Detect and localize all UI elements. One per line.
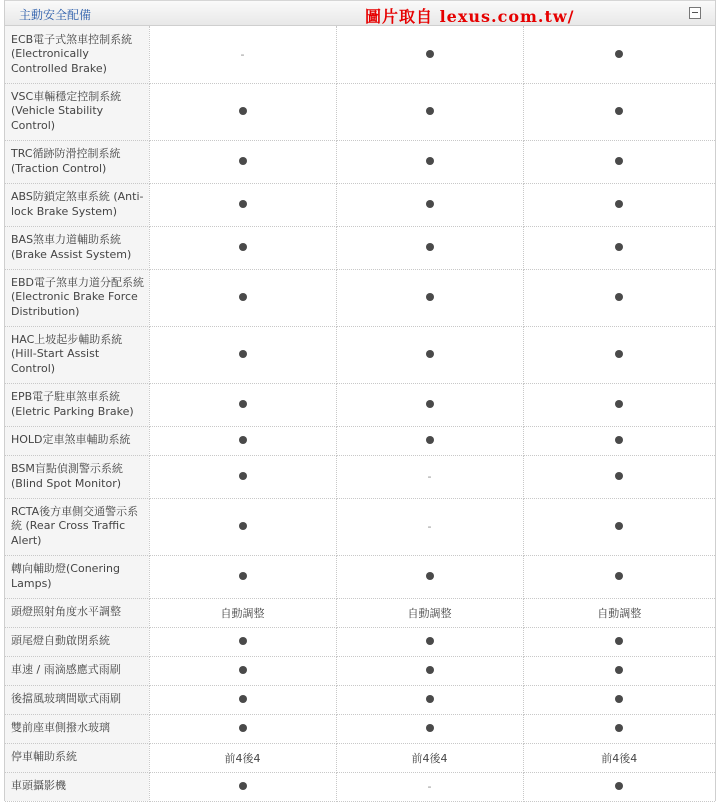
- equipped-dot-icon: [239, 782, 247, 790]
- spec-cell: [149, 326, 336, 383]
- equipped-dot-icon: [426, 724, 434, 732]
- spec-cell: [149, 598, 336, 627]
- not-available-dash: -: [427, 780, 432, 793]
- spec-cell: [336, 269, 523, 326]
- spec-cell: [149, 426, 336, 455]
- spec-cell: [523, 383, 715, 426]
- spec-cell: [149, 140, 336, 183]
- spec-cell: [336, 455, 523, 498]
- spec-cell: [149, 83, 336, 140]
- spec-cell: [149, 627, 336, 656]
- equipped-dot-icon: [615, 436, 623, 444]
- spec-cell: [149, 383, 336, 426]
- equipped-dot-icon: [615, 572, 623, 580]
- equipped-dot-icon: [426, 350, 434, 358]
- table-row: [5, 555, 715, 598]
- spec-cell: [523, 140, 715, 183]
- row-label: TRC循跡防滑控制系統 (Traction Control): [5, 140, 149, 183]
- equipped-dot-icon: [615, 293, 623, 301]
- spec-cell: [149, 555, 336, 598]
- equipped-dot-icon: [426, 695, 434, 703]
- spec-cell: [336, 383, 523, 426]
- spec-cell: [523, 183, 715, 226]
- spec-cell: [336, 83, 523, 140]
- equipped-dot-icon: [239, 157, 247, 165]
- equipped-dot-icon: [239, 350, 247, 358]
- equipped-dot-icon: [615, 522, 623, 530]
- equipped-dot-icon: [426, 293, 434, 301]
- equipped-dot-icon: [239, 436, 247, 444]
- spec-value: 前4後4: [411, 751, 448, 765]
- spec-cell: [149, 656, 336, 685]
- row-label: 頭燈照射角度水平調整: [5, 598, 149, 627]
- row-label: 車速 / 雨滴感應式雨刷: [5, 656, 149, 685]
- spec-cell: [523, 426, 715, 455]
- equipped-dot-icon: [239, 200, 247, 208]
- spec-cell: [336, 555, 523, 598]
- equipped-dot-icon: [615, 695, 623, 703]
- spec-cell: [336, 772, 523, 801]
- equipped-dot-icon: [239, 572, 247, 580]
- equipped-dot-icon: [426, 572, 434, 580]
- row-label: RCTA後方車側交通警示系統 (Rear Cross Traffic Alert): [5, 498, 149, 555]
- spec-cell: [149, 498, 336, 555]
- spec-value: 前4後4: [601, 751, 638, 765]
- table-row: [5, 183, 715, 226]
- not-available-dash: -: [427, 520, 432, 533]
- spec-cell: [149, 685, 336, 714]
- section-title: 主動安全配備: [19, 8, 92, 22]
- table-row: [5, 498, 715, 555]
- equipped-dot-icon: [239, 293, 247, 301]
- table-row: [5, 685, 715, 714]
- equipped-dot-icon: [426, 107, 434, 115]
- spec-value: 自動調整: [407, 606, 452, 620]
- spec-cell: [523, 83, 715, 140]
- table-row: [5, 83, 715, 140]
- table-row: [5, 598, 715, 627]
- spec-value: 自動調整: [220, 606, 265, 620]
- table-row: [5, 743, 715, 772]
- row-label: 雙前座車側撥水玻璃: [5, 714, 149, 743]
- spec-cell: [523, 627, 715, 656]
- table-row: [5, 383, 715, 426]
- spec-cell: [336, 140, 523, 183]
- watermark-text: 圖片取自 lexus.com.tw/: [365, 7, 575, 26]
- spec-cell: [523, 226, 715, 269]
- spec-cell: [149, 772, 336, 801]
- equipped-dot-icon: [426, 200, 434, 208]
- table-row: [5, 326, 715, 383]
- spec-cell: [149, 183, 336, 226]
- spec-cell: [523, 555, 715, 598]
- equipped-dot-icon: [239, 666, 247, 674]
- equipped-dot-icon: [239, 107, 247, 115]
- spec-cell: [149, 714, 336, 743]
- row-label: 後擋風玻璃間歇式雨刷: [5, 685, 149, 714]
- equipped-dot-icon: [426, 637, 434, 645]
- equipped-dot-icon: [615, 200, 623, 208]
- row-label: VSC車輛穩定控制系統 (Vehicle Stability Control): [5, 83, 149, 140]
- row-label: 車頭攝影機: [5, 772, 149, 801]
- table-row: [5, 656, 715, 685]
- equipped-dot-icon: [239, 637, 247, 645]
- spec-cell: [523, 269, 715, 326]
- equipped-dot-icon: [615, 666, 623, 674]
- spec-cell: [149, 26, 336, 83]
- table-row: [5, 426, 715, 455]
- row-label: BAS煞車力道輔助系統 (Brake Assist System): [5, 226, 149, 269]
- row-label: 頭尾燈自動啟閉系統: [5, 627, 149, 656]
- row-label: EPB電子駐車煞車系統 (Eletric Parking Brake): [5, 383, 149, 426]
- table-row: [5, 269, 715, 326]
- equipped-dot-icon: [426, 436, 434, 444]
- equipped-dot-icon: [615, 243, 623, 251]
- spec-cell: [336, 627, 523, 656]
- equipped-dot-icon: [615, 350, 623, 358]
- equipped-dot-icon: [615, 472, 623, 480]
- spec-cell: [523, 326, 715, 383]
- equipped-dot-icon: [426, 400, 434, 408]
- spec-cell: [336, 685, 523, 714]
- section-header[interactable]: [5, 0, 715, 26]
- spec-cell: [523, 598, 715, 627]
- spec-cell: [523, 743, 715, 772]
- equipped-dot-icon: [426, 50, 434, 58]
- equipped-dot-icon: [239, 243, 247, 251]
- spec-cell: [336, 226, 523, 269]
- collapse-icon[interactable]: [689, 7, 701, 19]
- not-available-dash: -: [427, 470, 432, 483]
- spec-table: [5, 26, 715, 802]
- equipped-dot-icon: [615, 637, 623, 645]
- row-label: ECB電子式煞車控制系統 (Electronically Controlled Brake): [5, 26, 149, 83]
- spec-cell: [336, 326, 523, 383]
- table-row: [5, 226, 715, 269]
- table-row: [5, 455, 715, 498]
- equipped-dot-icon: [426, 666, 434, 674]
- equipped-dot-icon: [615, 107, 623, 115]
- spec-cell: [523, 714, 715, 743]
- spec-cell: [523, 26, 715, 83]
- table-row: [5, 26, 715, 83]
- spec-panel: [4, 0, 716, 801]
- equipped-dot-icon: [615, 782, 623, 790]
- equipped-dot-icon: [239, 522, 247, 530]
- row-label: 轉向輔助燈(Conering Lamps): [5, 555, 149, 598]
- spec-cell: [336, 426, 523, 455]
- table-row: [5, 714, 715, 743]
- spec-cell: [336, 498, 523, 555]
- spec-value: 自動調整: [597, 606, 642, 620]
- spec-cell: [523, 455, 715, 498]
- spec-cell: [336, 656, 523, 685]
- equipped-dot-icon: [239, 472, 247, 480]
- spec-cell: [336, 183, 523, 226]
- spec-cell: [336, 714, 523, 743]
- equipped-dot-icon: [615, 50, 623, 58]
- spec-cell: [149, 455, 336, 498]
- spec-cell: [523, 656, 715, 685]
- row-label: HAC上坡起步輔助系統 (Hill-Start Assist Control): [5, 326, 149, 383]
- equipped-dot-icon: [615, 157, 623, 165]
- equipped-dot-icon: [239, 695, 247, 703]
- spec-cell: [523, 772, 715, 801]
- equipped-dot-icon: [426, 157, 434, 165]
- equipped-dot-icon: [615, 724, 623, 732]
- row-label: EBD電子煞車力道分配系統 (Electronic Brake Force Distribution): [5, 269, 149, 326]
- table-row: [5, 140, 715, 183]
- spec-cell: [149, 269, 336, 326]
- spec-cell: [336, 598, 523, 627]
- table-row: [5, 627, 715, 656]
- equipped-dot-icon: [239, 724, 247, 732]
- spec-cell: [523, 498, 715, 555]
- table-row: [5, 772, 715, 801]
- spec-cell: [149, 743, 336, 772]
- spec-cell: [336, 26, 523, 83]
- row-label: 停車輔助系統: [5, 743, 149, 772]
- row-label: ABS防鎖定煞車系統 (Anti-lock Brake System): [5, 183, 149, 226]
- spec-cell: [149, 226, 336, 269]
- spec-cell: [523, 685, 715, 714]
- row-label: BSM盲點偵測警示系統 (Blind Spot Monitor): [5, 455, 149, 498]
- equipped-dot-icon: [426, 243, 434, 251]
- equipped-dot-icon: [239, 400, 247, 408]
- not-available-dash: -: [240, 47, 245, 61]
- row-label: HOLD定車煞車輔助系統: [5, 426, 149, 455]
- spec-value: 前4後4: [224, 751, 261, 765]
- equipped-dot-icon: [615, 400, 623, 408]
- spec-cell: [336, 743, 523, 772]
